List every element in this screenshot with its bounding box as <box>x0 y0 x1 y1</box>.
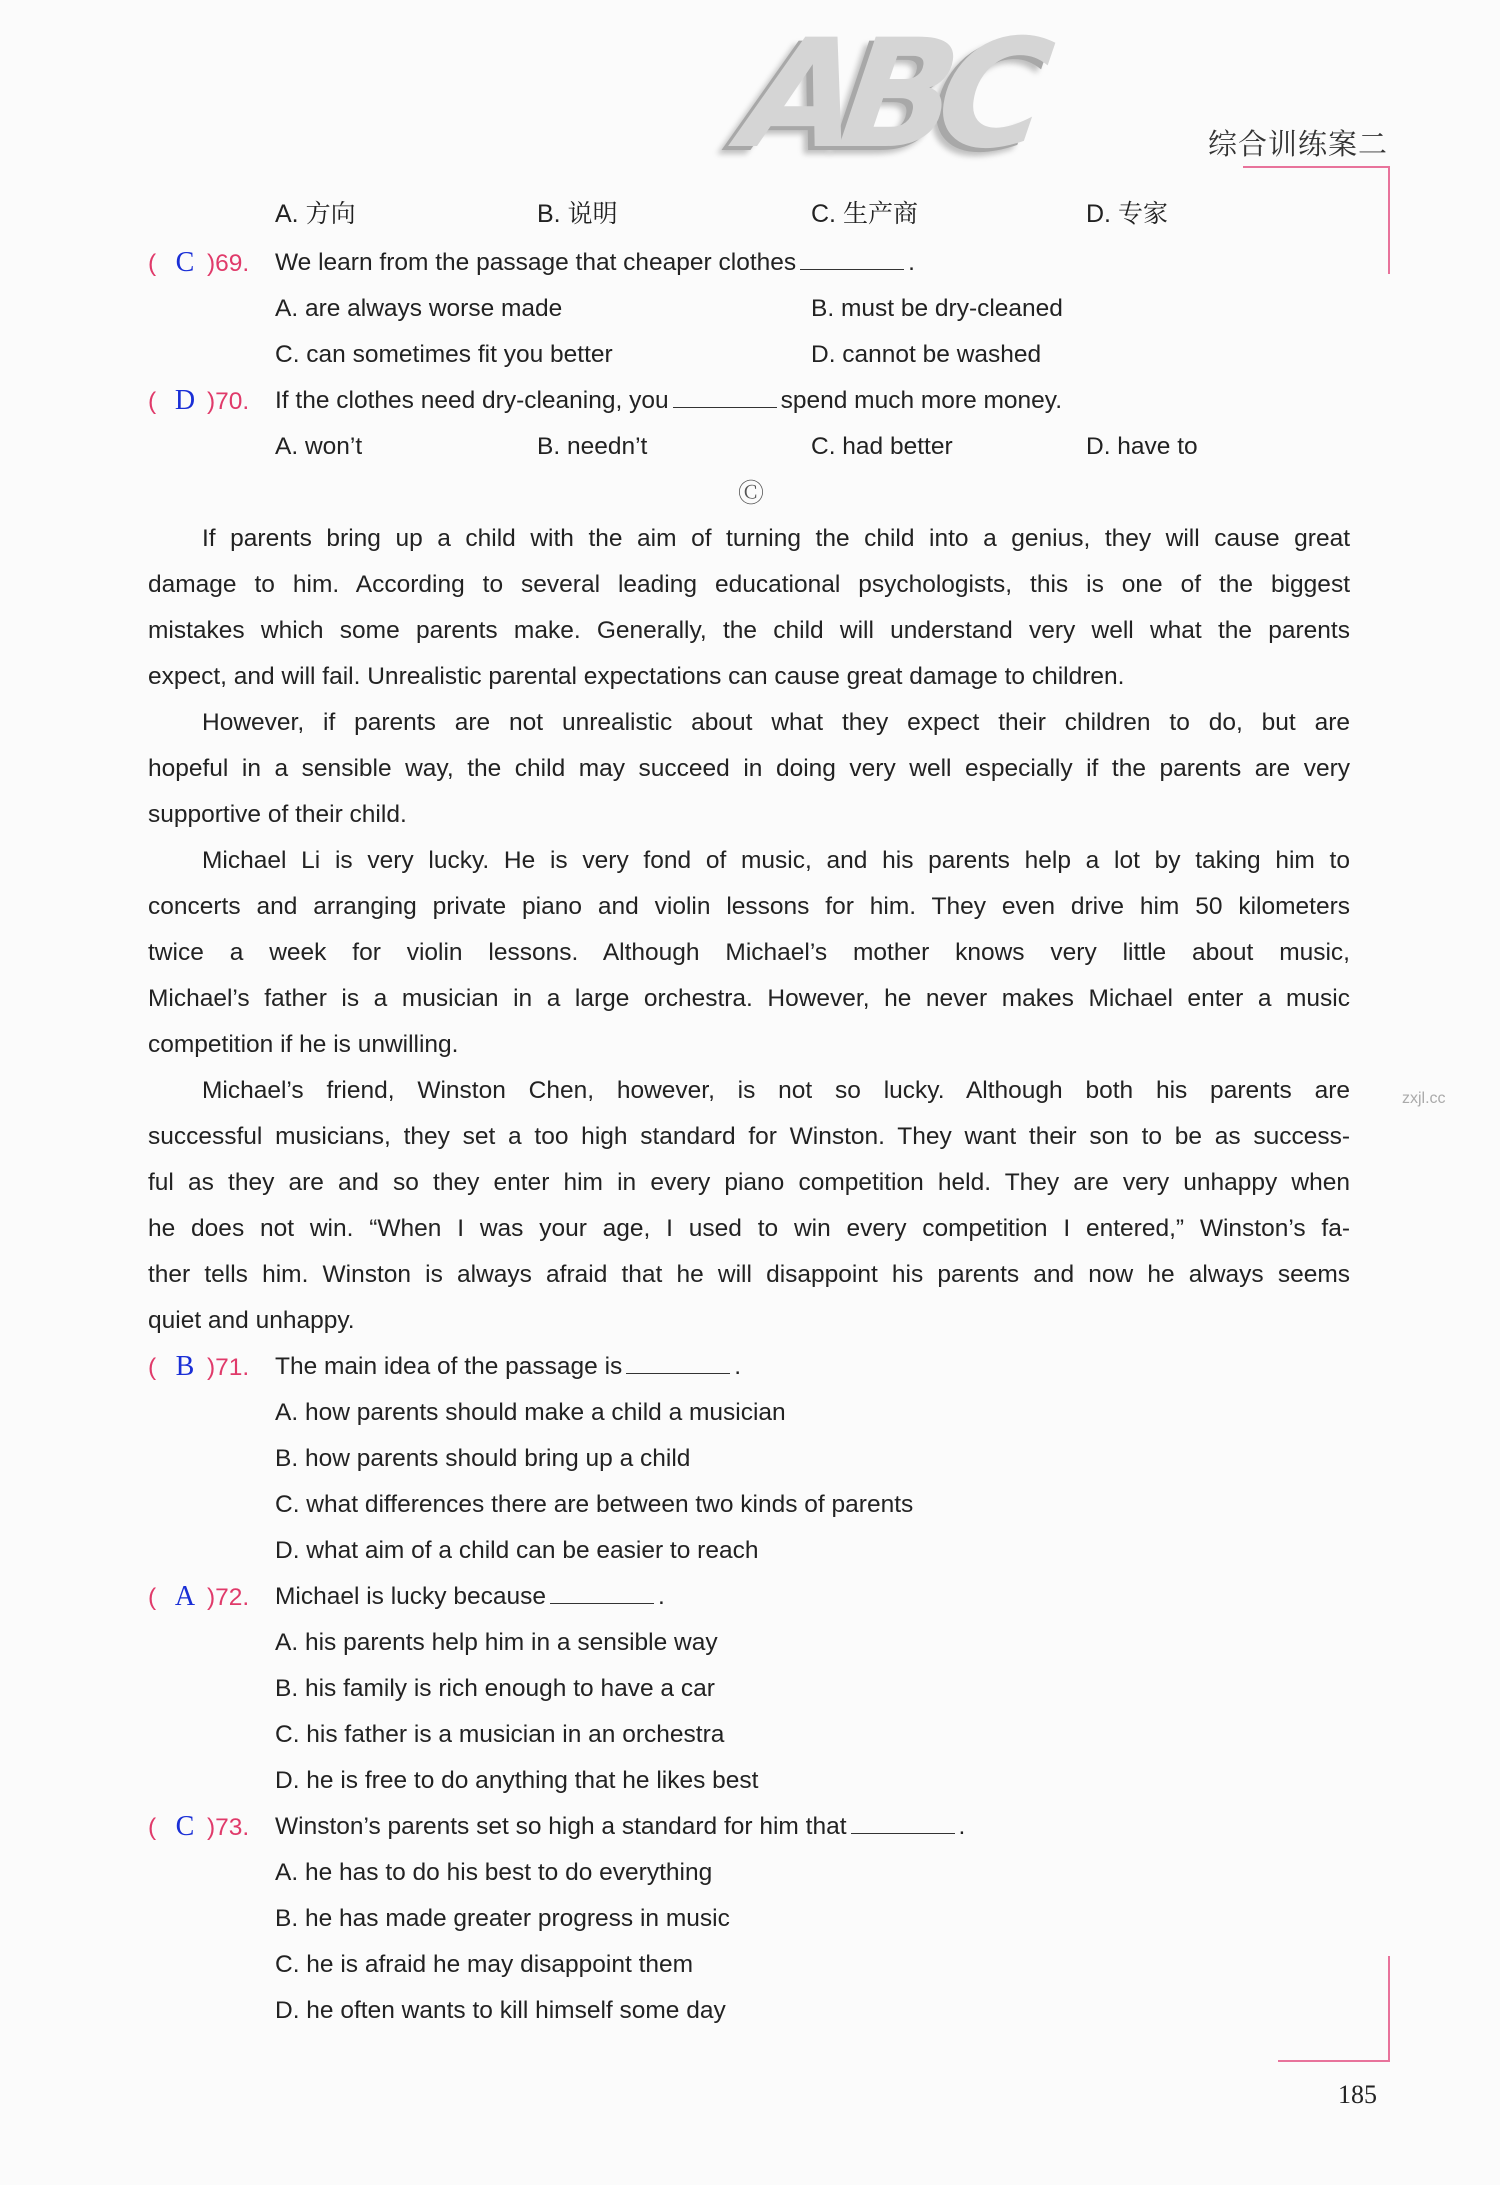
passage-text: expect, and will fail. Unrealistic parental expectations can cause great damage to children. <box>148 663 1125 690</box>
line <box>0 1666 1500 1712</box>
passage-text: successful musicians, they set a too high standard for Winston. They want their son to be as success- <box>148 1123 1350 1150</box>
q73-option-b: B. he has made greater progress in music <box>275 1905 730 1932</box>
passage-line <box>0 516 1500 562</box>
passage-line <box>0 1160 1500 1206</box>
line <box>0 1850 1500 1896</box>
q71-option-d: D. what aim of a child can be easier to reach <box>275 1537 759 1564</box>
line <box>0 1390 1500 1436</box>
line <box>0 1528 1500 1574</box>
passage-line <box>0 1068 1500 1114</box>
passage-text: Michael’s friend, Winston Chen, however, is not so lucky. Although both his parents are <box>202 1077 1350 1104</box>
q71-answer: B <box>175 1351 195 1382</box>
q70-option-b: B. needn’t <box>537 433 648 460</box>
question-number: 71. <box>215 1354 250 1381</box>
line <box>0 1758 1500 1804</box>
q70-stem-line <box>0 378 1500 424</box>
passage-line <box>0 746 1500 792</box>
passage-line <box>0 1022 1500 1068</box>
line <box>0 1712 1500 1758</box>
q71-option-b: B. how parents should bring up a child <box>275 1445 691 1472</box>
q72-stem-text: Michael is lucky because <box>275 1583 546 1610</box>
passage-line <box>0 608 1500 654</box>
paren-close: ) <box>206 1814 216 1841</box>
q72-stem <box>275 1574 665 1620</box>
q73-stem <box>275 1804 965 1850</box>
q69-stem-text: We learn from the passage that cheaper clothes <box>275 249 797 276</box>
q71-number <box>148 1344 249 1391</box>
answer-blank <box>550 1577 654 1604</box>
passage-text: mistakes which some parents make. Generally, the child will understand very well what the parents <box>148 617 1350 644</box>
line <box>0 1896 1500 1942</box>
q70-number <box>148 378 249 425</box>
passage-text: ful as they are and so they enter him in every piano competition held. They are very unhappy when <box>148 1169 1350 1196</box>
line <box>0 1942 1500 1988</box>
q70-option-c: C. had better <box>811 433 953 460</box>
line <box>0 1436 1500 1482</box>
passage-text: damage to him. According to several leading educational psychologists, this is one of the biggest <box>148 571 1350 598</box>
passage-text: concerts and arranging private piano and violin lessons for him. They even drive him 50 kilometers <box>148 893 1350 920</box>
passage-line <box>0 930 1500 976</box>
watermark: zxjl.cc <box>1402 1090 1446 1107</box>
q70-option-a: A. won’t <box>275 433 363 460</box>
passage-text: ther tells him. Winston is always afraid that he will disappoint his parents and now he always seems <box>148 1261 1350 1288</box>
q72-number <box>148 1574 249 1621</box>
paren-close: ) <box>206 250 216 277</box>
passage-line <box>0 1298 1500 1344</box>
passage-line <box>0 884 1500 930</box>
q70-stem <box>275 378 1062 424</box>
question-number: 70. <box>215 388 250 415</box>
q71-stem <box>275 1344 741 1390</box>
q71-stem-line <box>0 1344 1500 1390</box>
question-number: 73. <box>215 1814 250 1841</box>
q71-option-c: C. what differences there are between two kinds of parents <box>275 1491 914 1518</box>
section-title: 综合训练案二 <box>1207 129 1388 161</box>
paren-open: ( <box>148 1354 163 1381</box>
paren-close: ) <box>206 1584 216 1611</box>
accent-line <box>1278 2060 1390 2062</box>
passage-line <box>0 562 1500 608</box>
passage-line <box>0 654 1500 700</box>
passage-line <box>0 838 1500 884</box>
q73-option-a: A. he has to do his best to do everything <box>275 1859 713 1886</box>
section-mark: Ⓒ <box>738 478 765 508</box>
paren-open: ( <box>148 388 163 415</box>
line <box>0 286 1500 332</box>
passage-text: he does not win. “When I was your age, I used to win every competition I entered,” Winston’s fa- <box>148 1215 1350 1242</box>
q69-stem-line <box>0 240 1500 286</box>
q71-stem-text: The main idea of the passage is <box>275 1353 623 1380</box>
passage-line <box>0 1206 1500 1252</box>
question-number: 72. <box>215 1584 250 1611</box>
q68-option-b: B. 说明 <box>537 200 618 228</box>
passage-text: However, if parents are not unrealistic about what they expect their children to do, but are <box>202 709 1350 736</box>
q70-stem-text: If the clothes need dry-cleaning, you <box>275 387 669 414</box>
passage-text: twice a week for violin lessons. Although Michael’s mother knows very little about music, <box>148 939 1350 966</box>
paren-open: ( <box>148 250 163 277</box>
passage-text: Michael Li is very lucky. He is very fond of music, and his parents help a lot by taking him to <box>202 847 1350 874</box>
passage-text: competition if he is unwilling. <box>148 1031 459 1058</box>
abc-logo: ABC <box>732 8 1044 182</box>
q69-option-a: A. are always worse made <box>275 295 563 322</box>
answer-blank <box>800 243 904 270</box>
passage-text: quiet and unhappy. <box>148 1307 355 1334</box>
passage-text: Michael’s father is a musician in a large orchestra. However, he never makes Michael enter a music <box>148 985 1350 1012</box>
passage-line <box>0 700 1500 746</box>
line <box>0 1620 1500 1666</box>
q69-option-d: D. cannot be washed <box>811 341 1042 368</box>
q68-option-d: D. 专家 <box>1086 200 1168 228</box>
q72-stem-line <box>0 1574 1500 1620</box>
answer-blank <box>673 381 777 408</box>
q73-option-c: C. he is afraid he may disappoint them <box>275 1951 694 1978</box>
q71-stem-end: . <box>734 1353 742 1380</box>
accent-line <box>1243 166 1390 168</box>
q72-option-b: B. his family is rich enough to have a car <box>275 1675 715 1702</box>
q69-option-c: C. can sometimes fit you better <box>275 341 613 368</box>
q73-stem-text: Winston’s parents set so high a standard for him that <box>275 1813 847 1840</box>
q73-option-d: D. he often wants to kill himself some day <box>275 1997 726 2024</box>
passage-line <box>0 1114 1500 1160</box>
line <box>0 1988 1500 2034</box>
q73-answer: C <box>175 1811 195 1842</box>
passage-line <box>0 792 1500 838</box>
passage-text: hopeful in a sensible way, the child may succeed in doing very well especially if the parents are very <box>148 755 1350 782</box>
q73-stem-line <box>0 1804 1500 1850</box>
line <box>0 1482 1500 1528</box>
page-number: 185 <box>1338 2080 1377 2109</box>
q68-option-a: A. 方向 <box>275 200 356 228</box>
q70-answer: D <box>174 385 196 416</box>
q68-option-c: C. 生产商 <box>811 200 918 228</box>
q72-stem-end: . <box>657 1583 665 1610</box>
line <box>0 332 1500 378</box>
q73-number <box>148 1804 249 1851</box>
paren-close: ) <box>206 1354 216 1381</box>
passage-text: If parents bring up a child with the aim of turning the child into a genius, they will cause great <box>202 525 1350 552</box>
paren-close: ) <box>206 388 216 415</box>
q72-option-a: A. his parents help him in a sensible way <box>275 1629 718 1656</box>
content-flow <box>0 240 1500 2034</box>
paren-open: ( <box>148 1814 163 1841</box>
q70-stem-end: spend much more money. <box>780 387 1063 414</box>
paren-open: ( <box>148 1584 163 1611</box>
q69-option-b: B. must be dry-cleaned <box>811 295 1063 322</box>
passage-line <box>0 1252 1500 1298</box>
q72-answer: A <box>174 1581 196 1612</box>
q69-answer: C <box>175 247 195 278</box>
q69-number <box>148 240 249 287</box>
line <box>0 424 1500 470</box>
line <box>0 470 1500 516</box>
q72-option-c: C. his father is a musician in an orchestra <box>275 1721 725 1748</box>
answer-blank <box>626 1347 730 1374</box>
q71-option-a: A. how parents should make a child a musician <box>275 1399 786 1426</box>
q72-option-d: D. he is free to do anything that he likes best <box>275 1767 759 1794</box>
q70-option-d: D. have to <box>1086 433 1198 460</box>
q73-stem-end: . <box>958 1813 966 1840</box>
answer-blank <box>851 1807 955 1834</box>
passage-text: supportive of their child. <box>148 801 407 828</box>
passage-line <box>0 976 1500 1022</box>
question-number: 69. <box>215 250 250 277</box>
q69-stem <box>275 240 915 286</box>
q69-stem-end: . <box>908 249 915 276</box>
